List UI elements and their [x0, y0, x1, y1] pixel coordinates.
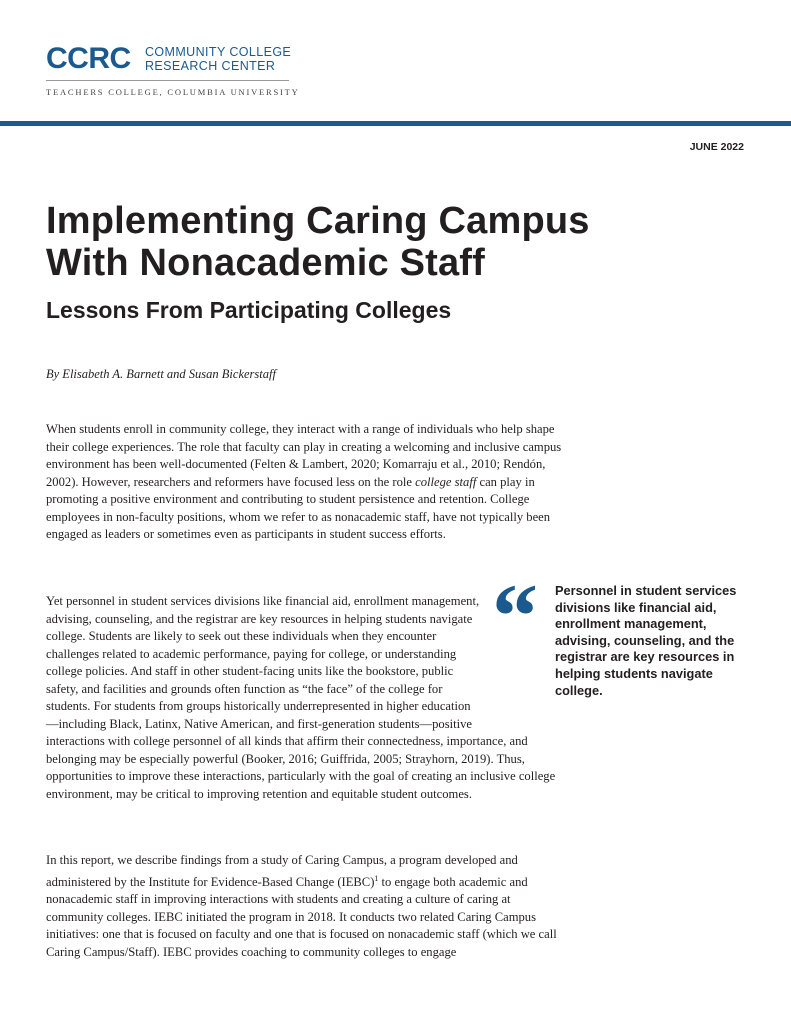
affiliation: TEACHERS COLLEGE, COLUMBIA UNIVERSITY: [46, 87, 300, 97]
logo-mark: CCRC: [46, 42, 131, 75]
emphasis: college staff: [415, 474, 477, 489]
logo-name: [145, 45, 305, 73]
title-line-1: Implementing Caring Campus: [46, 200, 590, 242]
byline: By Elisabeth A. Barnett and Susan Bickerstaff: [46, 367, 276, 381]
body-paragraph-2: Yet personnel in student services divisions like financial aid, enrollment management, advising, counseling, and the registrar are key resources in helping students navigate college. Students are likely to seek out these individuals when they encounter challenges related to academic performance, paying for college, or understanding college policies. And staff in other student-facing units like the bookstore, public safety, and facilities and grounds often function as “the face” of the college for students. For students from groups historically underrepresented in higher education—including Black, Latinx, Native American, and first-generation students—positive interactions with college personnel of all kinds that affirm their connectedness, importance, and belonging may be especially powerful (Booker, 2016; Guiffrida, 2005; Strayhorn, 2019). Thus, opportunities to improve these interactions, particularly with the goal of creating an inclusive college environment, may be critical to improving retention and equitable student outcomes.: [46, 593, 571, 803]
header-rule: [0, 121, 791, 126]
publication-date: JUNE 2022: [689, 141, 744, 153]
logo-divider: [46, 80, 289, 81]
body-paragraph-3: In this report, we describe findings from a study of Caring Campus, a program developed and administered by the Institute for Evidence-Based Change (IEBC)$^1$ to engage both academic and nonacademic staff in improving interactions with students and creating a culture of caring at community colleges. IEBC initiated the program in 2018. It conducts two related Caring Campus initiatives: one that is focused on faculty and one that is focused on nonacademic staff (which we call Caring Campus/Staff). IEBC provides coaching to community colleges to engage: [46, 853, 557, 959]
quote-icon: “: [492, 565, 538, 667]
footnote-ref[interactable]: 1: [374, 873, 379, 883]
page-subtitle: Lessons From Participating Colleges: [46, 297, 452, 323]
logo-line-1: COMMUNITY COLLEGE: [145, 45, 292, 59]
page-title: [46, 200, 766, 284]
pull-quote: Personnel in student services divisions like financial aid, enrollment management, advising, counseling, and the registrar are key resources in helping students navigate college.: [555, 583, 737, 698]
title-line-2: With Nonacademic Staff: [46, 242, 486, 284]
body-paragraph-1: When students enroll in community college, they interact with a range of individuals who help shape their college experiences. The role that faculty can play in creating a welcoming and inclusive campus environment has been well-documented (Felten & Lambert, 2020; Komarraju et al., 2010; Rendón, 2002). However, researchers and reformers have focused less on the role college staff can play in promoting a positive environment and contributing to student persistence and retention. College employees in non-faculty positions, whom we refer to as nonacademic staff, have not typically been engaged as leaders or sometimes even as participants in student success efforts.: [46, 422, 562, 541]
logo-line-2: RESEARCH CENTER: [145, 59, 276, 73]
